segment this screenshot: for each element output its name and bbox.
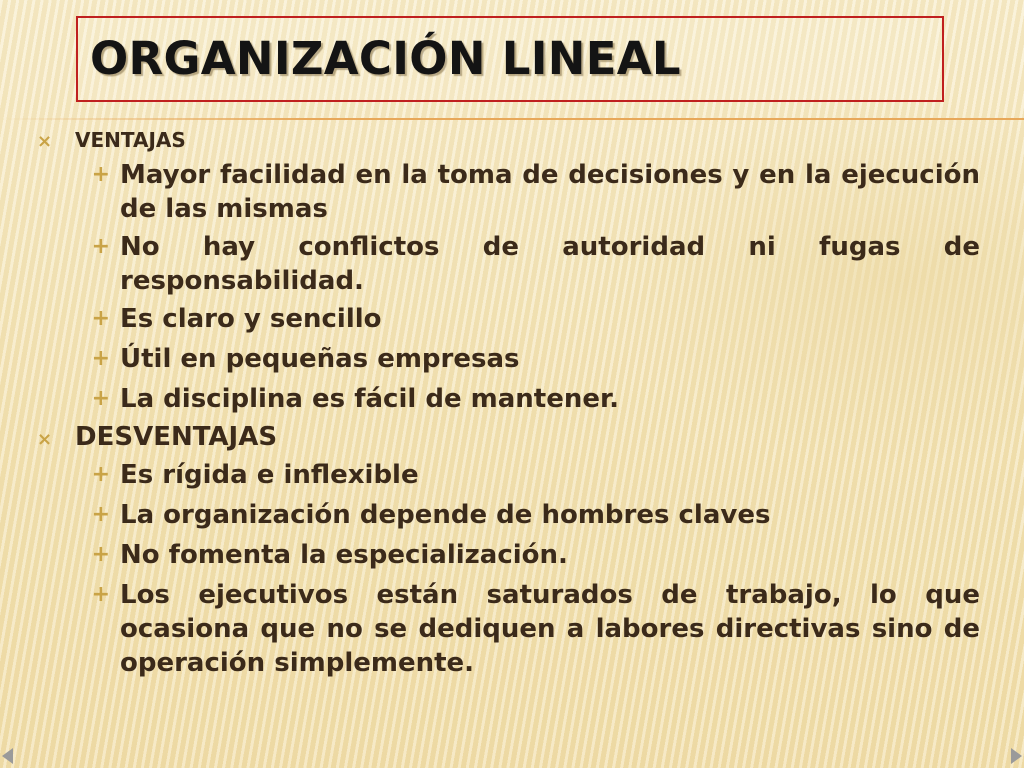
section-label: VENTAJAS [75,128,186,152]
bullet-list [30,458,980,680]
next-arrow-icon[interactable] [1011,748,1022,764]
list-item [30,302,980,336]
title-box [76,16,944,102]
list-item-text: Los ejecutivos están saturados de trabajo, lo que ocasiona que no se dediquen a labores directivas sino de operación simplemente. [120,580,980,678]
list-item-text: Es rígida e inflexible [120,460,419,490]
section-label: DESVENTAJAS [75,422,278,452]
list-item-text: Es claro y sencillo [120,304,382,334]
section-desventajas [30,422,980,680]
list-item [30,458,980,492]
list-item-text: La disciplina es fácil de mantener. [120,384,619,414]
bullet-list [30,158,980,416]
title-divider [0,118,1024,120]
list-item-text: No fomenta la especialización. [120,540,568,570]
section-ventajas [30,128,980,416]
list-item [30,498,980,532]
section-header [30,128,980,152]
list-item-text: No hay conflictos de autoridad ni fugas de responsabilidad. [120,232,980,296]
plus-bullet-icon: + [91,306,110,331]
plus-bullet-icon: + [91,234,110,259]
plus-bullet-icon: + [91,462,110,487]
plus-bullet-icon: + [91,162,110,187]
section-header [30,422,980,452]
list-item-text: Útil en pequeñas empresas [120,344,520,374]
list-item [30,342,980,376]
plus-bullet-icon: + [91,502,110,527]
plus-bullet-icon: + [91,582,110,607]
list-item [30,230,980,298]
x-bullet-icon: × [37,131,53,152]
list-item [30,158,980,226]
slide-title: ORGANIZACIÓN LINEAL [90,32,681,85]
plus-bullet-icon: + [91,386,110,411]
list-item [30,538,980,572]
list-item-text: La organización depende de hombres claves [120,500,771,530]
plus-bullet-icon: + [91,346,110,371]
list-item [30,382,980,416]
plus-bullet-icon: + [91,542,110,567]
list-item-text: Mayor facilidad en la toma de decisiones y en la ejecución de las mismas [120,160,980,224]
list-item [30,578,980,680]
slide-content [30,128,980,680]
x-bullet-icon: × [37,429,53,450]
prev-arrow-icon[interactable] [2,748,13,764]
